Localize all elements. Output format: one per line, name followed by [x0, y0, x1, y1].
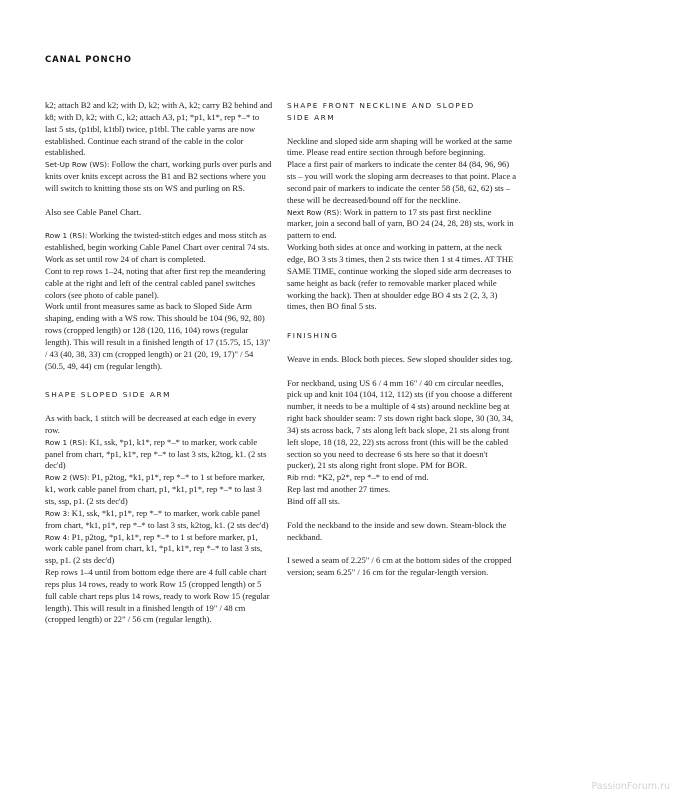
setup-row-paragraph	[45, 159, 273, 195]
left-column	[45, 100, 273, 626]
arm-row3-text: K1, ssk, *k1, p1*, rep *–* to marker, work cable panel from chart, *k1, p1*, rep *–* to last 3 sts, k2tog, k1. (2 sts dec'd)	[45, 507, 269, 530]
arm-repeat-paragraph: Rep rows 1–4 until from bottom edge there are 4 full cable chart reps plus 14 rows, ready to work Row 15 (cropped length) or 5 full cable chart reps plus 14 rows, ready to work Row 15 (regular length). This will result in a finished length of 19" / 48 cm (cropped length) or 22" / 56 cm (regular length).	[45, 567, 270, 625]
finishing-section-title: FINISHING	[287, 331, 339, 341]
arm-row1-label: Row 1 (RS):	[45, 437, 88, 447]
next-row-text: Work in pattern to 17 sts past first neckline marker, join a second ball of yarn, BO 24 (24, 28, 28) sts, work in pattern to end.	[287, 206, 514, 241]
arm-row2-label: Row 2 (WS):	[45, 473, 90, 483]
rib-round-text: *K2, p2*, rep *–* to end of rnd.	[315, 472, 429, 483]
arm-row1-paragraph	[45, 437, 273, 473]
weave-paragraph: Weave in ends. Block both pieces. Sew sloped shoulder sides tog.	[287, 353, 513, 364]
arm-row3-label: Row 3:	[45, 508, 70, 518]
arm-row3-paragraph	[45, 508, 273, 532]
setup-row-label: Set-Up Row (WS):	[45, 160, 110, 170]
row1-label: Row 1 (RS):	[45, 231, 88, 241]
next-row-paragraph	[287, 207, 517, 243]
next-row-label: Next Row (RS):	[287, 207, 342, 217]
arm-section-title: SHAPE SLOPED SIDE ARM	[45, 390, 171, 400]
neckline-section-title-line2: SIDE ARM	[287, 112, 336, 122]
arm-row4-label: Row 4:	[45, 532, 70, 542]
rib-round-label: Rib rnd:	[287, 473, 316, 483]
intro-paragraph: k2; attach B2 and k2; with D, k2; with A, k2; carry B2 behind and k8; with D, k2; with C, k2; attach A3, p1; *p1, k1*, rep *–* to last 5 sts, (p1tbl, k1tbl) twice, p1tbl. The cable yarns are now established. Continue each strand of the cable in the color established.	[45, 100, 273, 158]
work-paragraph: Work as set until row 24 of chart is completed.	[45, 253, 206, 264]
neckband-paragraph: For neckband, using US 6 / 4 mm 16" / 40 cm circular needles, pick up and knit 104 (104, 112, 112) sts (if you choose a different number, it needs to be a multiple of 4 sts) around neckline beg at right back shoulder seam: 7 sts down right back slope, 30 (30, 34, 34) sts across back, 7 sts along left back slope, 21 sts along front left slope, 18 (18, 22, 22) sts across front (this will be the cabled section so you need to decrease 6 sts here so that it doesn't pucker), 21 sts along right front slope. PM for BOR.	[287, 377, 514, 471]
both-sides-paragraph: Working both sides at once and working in pattern, at the neck edge, BO 3 sts 3 times, then 2 sts twice then 1 st 4 times. AT THE SAME TIME, continue working the sloped side arm decreases to same height as back (refer to removable marker placed while working the back). Then at shoulder edge BO 4 sts 2 (2, 3, 3) times, then BO final 5 sts.	[287, 242, 514, 312]
also-see-paragraph: Also see Cable Panel Chart.	[45, 206, 142, 217]
arm-row2-text: P1, p2tog, *k1, p1*, rep *–* to 1 st before marker, k1, work cable panel from chart, p1, *k1, p1*, rep *–* to last 3 sts, ssp, p1. (2 sts dec'd)	[45, 472, 265, 506]
bind-off-paragraph: Bind off all sts.	[287, 496, 340, 506]
right-column	[287, 100, 517, 579]
setup-row-text: Follow the chart, working purls over purls and knits over knits except across the B1 and B2 sections where you will switch to knitting those sts on WS and purling on RS.	[45, 159, 272, 193]
neckline-intro-paragraph: Neckline and sloped side arm shaping will be worked at the same time. Please read entire section through before beginning.	[287, 135, 513, 158]
neckline-section-title-line1: SHAPE FRONT NECKLINE AND SLOPED	[287, 101, 475, 110]
arm-intro-paragraph: As with back, 1 stitch will be decreased at each edge in every row.	[45, 413, 257, 435]
front-paragraph: Work until front measures same as back to Sloped Side Arm shaping, ending with a WS row. This should be 104 (96, 92, 80) rows (cropped length) or 128 (120, 116, 104) rows (regular length). This will result in a finished length of 17 (15.75, 15, 13)" / 43 (40, 38, 33) cm (cropped length) or 21 (20, 19, 17)" / 54 (50.5, 49, 44) cm (regular length).	[45, 301, 271, 371]
row1-text: Working the twisted-stitch edges and moss stitch as established, begin working Cable Panel Chart over central 74 sts.	[45, 230, 270, 253]
markers-paragraph: Place a first pair of markers to indicate the center 84 (84, 96, 96) sts – you will work the sloping arm decreases to that point. Place a second pair of markers to indicate the center 58 (58, 62, 62) sts – these will be decreased/bound off for the neckline.	[287, 159, 517, 205]
arm-row4-paragraph	[45, 532, 273, 568]
row1-paragraph	[45, 230, 273, 254]
seam-paragraph: I sewed a seam of 2.25" / 6 cm at the bottom sides of the cropped version; seam 6.25" / 16 cm for the regular-length version.	[287, 555, 512, 578]
arm-row2-paragraph	[45, 472, 273, 508]
cont-paragraph: Cont to rep rows 1–24, noting that after first rep the meandering cable at the right and left of the central cabled panel switches colors (see photo of cable panel).	[45, 265, 266, 300]
rib-round-paragraph	[287, 472, 517, 484]
arm-row4-text: P1, p2tog, *p1, k1*, rep *–* to 1 st before marker, p1, work cable panel from chart, k1, *p1, k1*, rep *–* to last 3 sts, ssp, p1. (2 sts dec'd)	[45, 531, 263, 566]
arm-row1-text: K1, ssk, *p1, k1*, rep *–* to marker, work cable panel from chart, *p1, k1*, rep *–* to last 3 sts, k2tog, k1. (2 sts dec'd)	[45, 436, 267, 471]
page-header: CANAL PONCHO	[45, 55, 132, 65]
repeat-last-paragraph: Rep last rnd another 27 times.	[287, 484, 391, 495]
watermark: PassionForum.ru	[591, 781, 670, 792]
fold-paragraph: Fold the neckband to the inside and sew down. Steam-block the neckband.	[287, 519, 507, 542]
